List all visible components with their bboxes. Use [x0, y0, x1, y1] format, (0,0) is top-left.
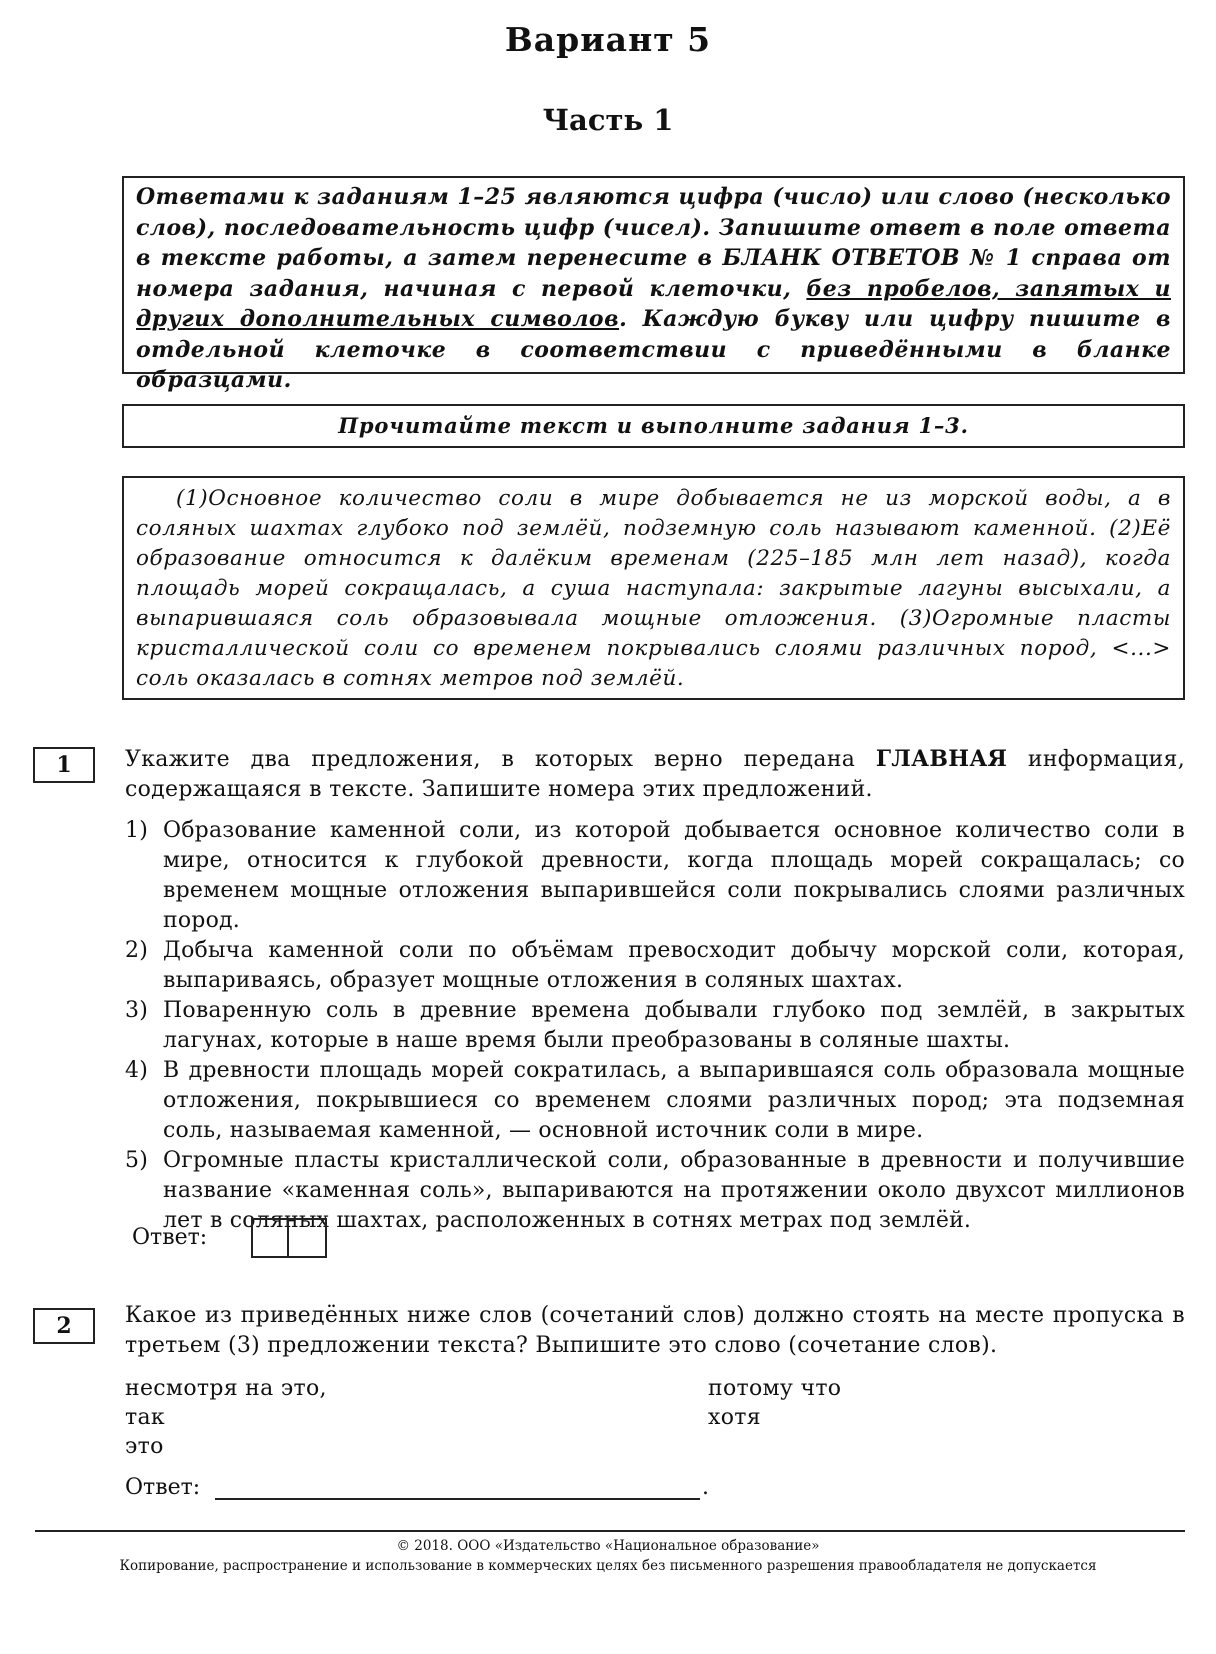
word-option: хотя [708, 1405, 761, 1430]
option-number: 3) [125, 998, 148, 1023]
option-text: В древности площадь морей сократилась, а выпарившаяся соль образовала мощные отложения, покрывшиеся со временем слоями различных пород; эта подземная соль, называемая каменной, — основной источник соли в мире. [163, 1058, 1185, 1143]
instructions-text-after: . Каждую букву или цифру пишите в отдельной клеточке в соответствии с приведёнными в бланке образцами. [136, 306, 1171, 393]
task-2-answer-label: Ответ: [125, 1475, 201, 1500]
footer-notice: Копирование, распространение и использование в коммерческих целях без письменного разрешения правообладателя не допускается [119, 1558, 1097, 1574]
task-1-question-before: Укажите два предложения, в которых верно передана [125, 747, 876, 772]
footer-copyright: © 2018. ООО «Издательство «Национальное образование» [396, 1538, 820, 1554]
task-2-words-left [125, 1374, 327, 1461]
answer-cell-2[interactable] [289, 1218, 327, 1258]
task-1-question-after: информация, содержащаяся в тексте. Запишите номера этих предложений. [125, 747, 1185, 802]
option-4 [125, 1056, 1185, 1146]
option-text: Добыча каменной соли по объёмам превосходит добычу морской соли, которая, выпариваясь, образует мощные отложения в соляных шахтах. [163, 938, 1185, 993]
word-option: так [125, 1405, 165, 1430]
task-1-question-bold: ГЛАВНАЯ [875, 746, 1008, 772]
variant-title: Вариант 5 [504, 20, 712, 59]
option-1 [125, 816, 1185, 936]
instructions-text-before: Ответами к заданиям 1–25 являются цифра (число) или слово (несколько слов), последовательность цифр (чисел). Запишите ответ в поле ответа в тексте работы, а затем перенесите в БЛАНК ОТВЕТОВ № 1 справа от номера задания, начиная с первой клеточки, [136, 184, 1171, 302]
task-1-question [125, 744, 1185, 805]
task-2-answer-line[interactable] [215, 1498, 700, 1500]
option-number: 2) [125, 938, 148, 963]
option-text: Огромные пласты кристаллической соли, образованные в древности и получившие название «каменная соль», выпариваются на протяжении около двухсот миллионов лет в соляных шахтах, расположенных в сотнях метрах под землёй. [163, 1148, 1185, 1233]
option-number: 1) [125, 818, 148, 843]
word-option: несмотря на это, [125, 1376, 327, 1401]
task-2-number: 2 [33, 1308, 95, 1344]
option-2 [125, 936, 1185, 996]
passage-text: (1)Основное количество соли в мире добывается не из морской воды, а в соляных шахтах глубоко под землёй, подземную соль называют каменной. (2)Её образование относится к далёким временам (225–185 млн лет назад), когда площадь морей сокращалась, а суша наступала: закрытые лагуны высыхали, а выпарившаяся соль образовывала мощные отложения. (3)Огромные пласты кристаллической соли со временем покрывались слоями различных пород, <...> соль оказалась в сотнях метров под землёй. [136, 486, 1171, 691]
task-1-number: 1 [33, 747, 95, 783]
task-2-words-right [708, 1374, 841, 1432]
option-3 [125, 996, 1185, 1056]
option-number: 4) [125, 1058, 148, 1083]
task-2-question: Какое из приведённых ниже слов (сочетаний слов) должно стоять на месте пропуска в третьем (3) предложении текста? Выпишите это слово (сочетание слов). [125, 1303, 1185, 1358]
instructions-underlined: без пробелов, запятых и других дополнительных символов [136, 275, 1171, 332]
task-1-options [125, 816, 1185, 1236]
option-text: Образование каменной соли, из которой добывается основное количество соли в мире, относится к глубокой древности, когда площадь морей сокращалась; со временем мощные отложения выпарившейся соли покрывались слоями различных пород. [163, 818, 1185, 933]
answer-cell-1[interactable] [251, 1218, 289, 1258]
part-title: Часть 1 [542, 103, 674, 137]
footer-divider [35, 1530, 1185, 1532]
option-number: 5) [125, 1148, 148, 1173]
word-option: это [125, 1434, 164, 1459]
instructions-text [136, 182, 1171, 396]
option-text: Поваренную соль в древние времена добывали глубоко под землёй, в закрытых лагунах, которые в наше время были преобразованы в соляные шахты. [163, 998, 1185, 1053]
passage-box [122, 476, 1185, 700]
task-1-answer-cells [251, 1218, 327, 1258]
task-2-answer-end: . [702, 1475, 709, 1500]
word-option: потому что [708, 1376, 842, 1401]
task-1-answer-label: Ответ: [132, 1225, 208, 1250]
read-prompt: Прочитайте текст и выполните задания 1–3. [338, 413, 969, 438]
instructions-box [122, 176, 1185, 393]
read-prompt-box [122, 404, 1185, 448]
